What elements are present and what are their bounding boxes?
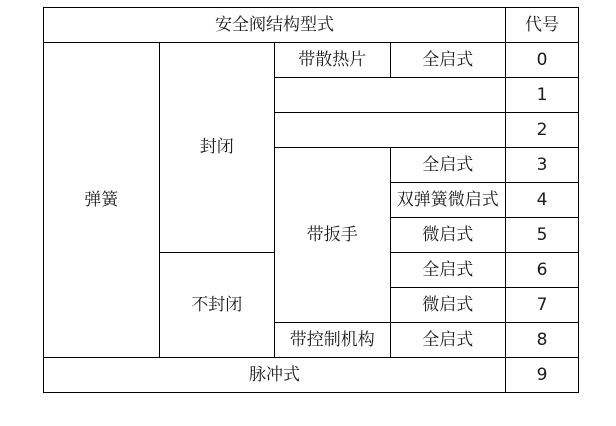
cell-open-style: 全启式 [390,253,506,288]
cell-code: 3 [506,148,579,183]
table-footer-row [44,358,579,393]
header-code: 代号 [506,8,579,43]
cell-code: 1 [506,78,579,113]
cell-code: 0 [506,43,579,78]
cell-open-style: 微启式 [390,288,506,323]
header-structure-type: 安全阀结构型式 [44,8,506,43]
cell-not-closed: 不封闭 [159,253,275,358]
cell-code: 7 [506,288,579,323]
cell-code: 8 [506,323,579,358]
cell-type-heatsink: 带散热片 [275,43,391,78]
cell-type-control: 带控制机构 [275,323,391,358]
cell-open-style: 全启式 [390,148,506,183]
cell-open-style: 微启式 [390,218,506,253]
valve-structure-table [43,7,579,393]
cell-code: 6 [506,253,579,288]
cell-blank [275,113,506,148]
cell-pulse-type: 脉冲式 [44,358,506,393]
table-row [44,43,579,78]
cell-open-style: 双弹簧微启式 [390,183,506,218]
cell-code: 4 [506,183,579,218]
cell-open-style: 全启式 [390,43,506,78]
cell-open-style: 全启式 [390,323,506,358]
cell-code: 5 [506,218,579,253]
cell-type-lever: 带扳手 [275,148,391,323]
cell-blank [275,78,506,113]
table-header-row [44,8,579,43]
cell-spring: 弹簧 [44,43,160,358]
cell-code: 2 [506,113,579,148]
cell-closed: 封闭 [159,43,275,253]
cell-code: 9 [506,358,579,393]
